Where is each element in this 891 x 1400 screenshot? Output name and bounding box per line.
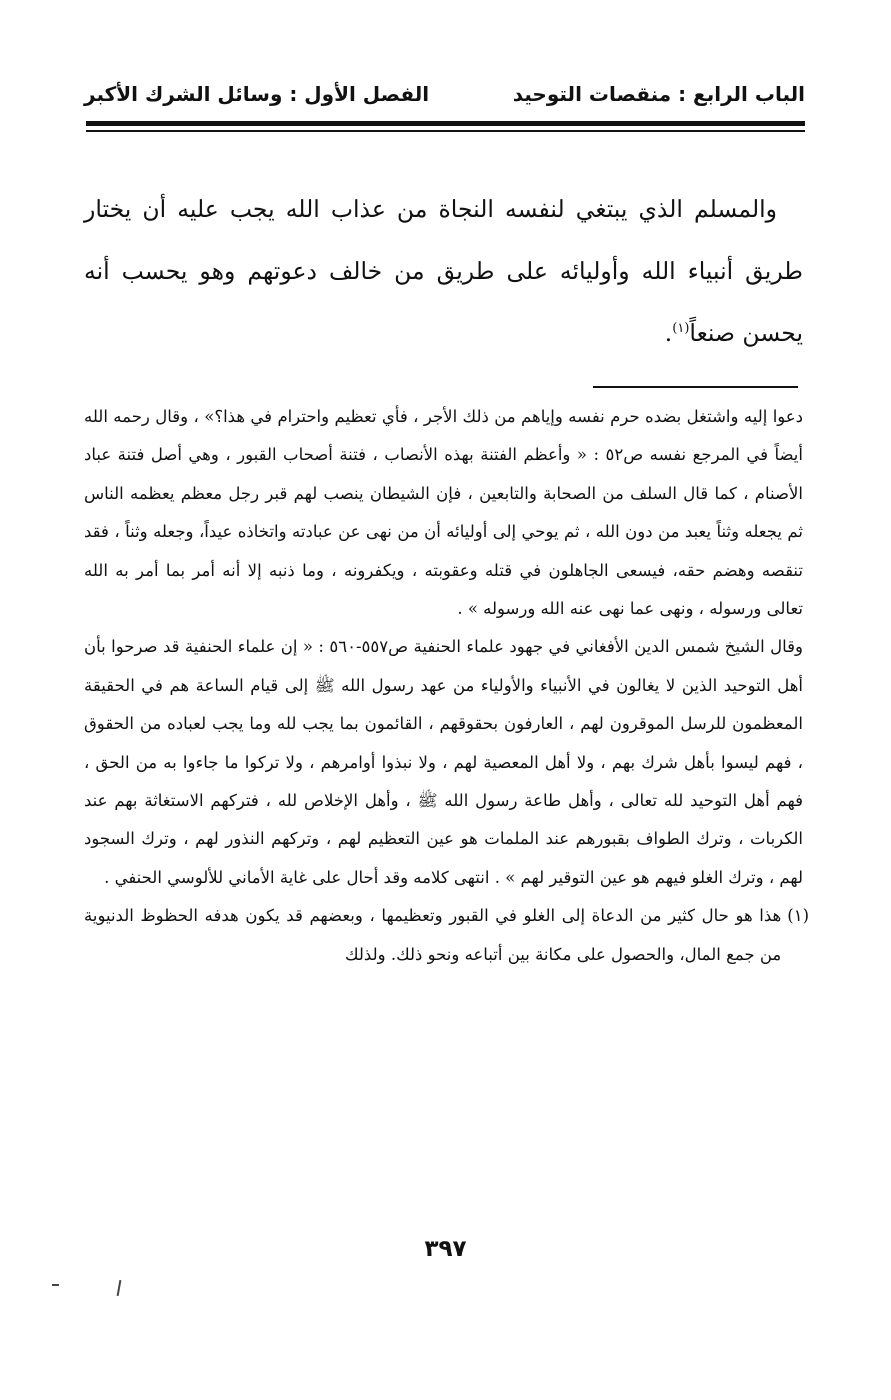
footnote-separator — [593, 386, 798, 388]
header-rule-thin — [86, 130, 805, 132]
footnote-quote-afghani: وقال الشيخ شمس الدين الأفغاني في جهود علماء الحنفية ص٥٥٧-٥٦٠ : « إن علماء الحنفية قد صرحوا بأن أهل التوحيد الذين لا يغالون في الأنبياء والأولياء من عهد رسول الله ﷺ إلى قيام الساعة هم في الحقيقة المعظمون للرسل الموقرون لهم ، العارفون بحقوقهم ، القائمون بما يجب لله وما يجب لعباده من الحقوق ، فهم ليسوا بأهل شرك بهم ، ولا أهل المعصية لهم ، ولا نبذوا أوامرهم ، ولا تركوا ما جاءوا به من الحق ، فهم أهل التوحيد لله تعالى ، وأهل طاعة رسول الله ﷺ ، وأهل الإخلاص لله ، فتركهم الاستغاثة بهم عند الكربات ، وترك الطواف بقبورهم عند الملمات هو عين التعظيم لهم ، وتركهم النذور لهم ، وترك السجود لهم ، وترك الغلو فيهم هو عين التوقير لهم » . انتهى كلامه وقد أحال على غاية الأماني للألوسي الحنفي . — [84, 637, 803, 887]
footnote-continuation: دعوا إليه واشتغل بضده حرم نفسه وإياهم من ذلك الأجر ، فأي تعظيم واحترام في هذا؟» ، وقال رحمه الله أيضاً في المرجع نفسه ص٥٢ : « وأعظم الفتنة بهذه الأنصاب ، فتنة أصحاب القبور ، وهي أصل فتنة عباد الأصنام ، كما قال السلف من الصحابة والتابعين ، فإن الشيطان ينصب لهم قبر رجل معظم يعظمه الناس ثم يجعله وثناً يعبد من دون الله ، ثم يوحي إلى أوليائه أن من نهى عن عبادته واتخاذه عيداً، وجعله وثناً ، فقد تنقصه وهضم حقه، فيسعى الجاهلون في قتله وعقوبته ، ويكفرونه ، وما ذنبه إلا أنه أمر بما أمر به الله تعالى ورسوله ، ونهى عما نهى عنه الله ورسوله » . — [84, 407, 804, 619]
footnote-1 — [84, 897, 809, 974]
chapter-title: الباب الرابع : منقصات التوحيد — [512, 82, 805, 106]
running-header — [84, 72, 805, 116]
section-title: الفصل الأول : وسائل الشرك الأكبر — [84, 82, 430, 106]
main-paragraph: والمسلم الذي يبتغي لنفسه النجاة من عذاب الله يجب عليه أن يختار طريق أنبياء الله وأوليائه على طريق من خالف دعوتهم وهو يحسب أنه يحسن صنعاً$^{(١)}$. — [84, 195, 803, 347]
footnotes — [84, 398, 809, 974]
header-rule-thick — [86, 121, 805, 126]
footnote-1-number: (١) — [787, 906, 809, 926]
footnote-reference: (١) — [672, 321, 690, 337]
page-number: ٣٩٧ — [424, 1236, 467, 1262]
scan-artifact-dot — [52, 1284, 59, 1286]
main-paragraph-text: والمسلم الذي يبتغي لنفسه النجاة من عذاب الله يجب عليه أن يختار طريق أنبياء الله وأوليائه على طريق من خالف دعوتهم وهو يحسب أنه يحسن صنعاً — [84, 195, 803, 347]
scan-artifact-stroke — [117, 1280, 122, 1296]
footnote-1-text: هذا هو حال كثير من الدعاة إلى الغلو في القبور وتعظيمها ، وبعضهم قد يكون هدفه الحظوظ الدنيوية من جمع المال، والحصول على مكانة بين أتباعه ونحو ذلك. ولذلك — [84, 906, 782, 964]
main-text — [84, 178, 803, 364]
